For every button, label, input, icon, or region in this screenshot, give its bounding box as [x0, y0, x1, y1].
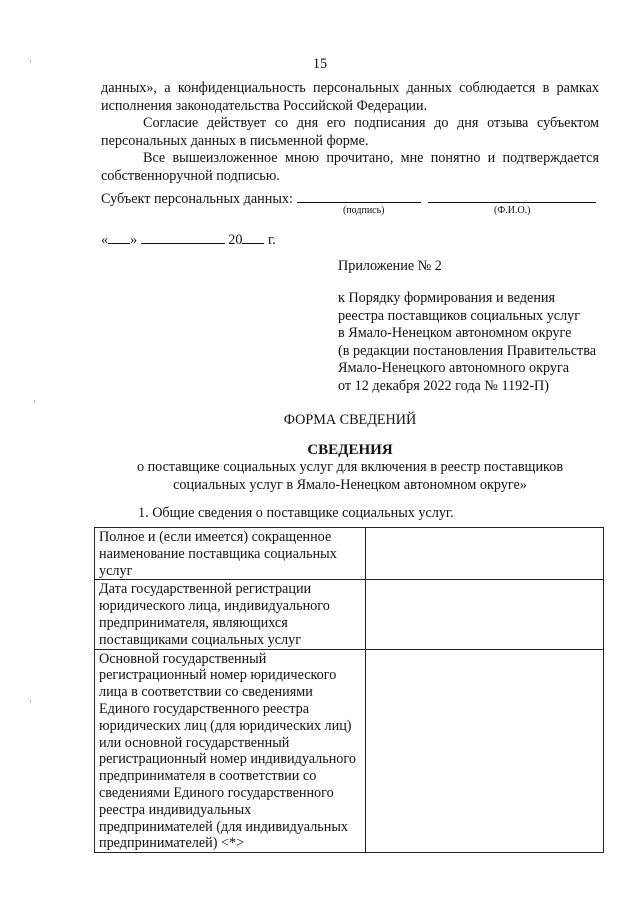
signature-label: Субъект персональных данных: — [101, 191, 293, 207]
appendix-line: Ямало-Ненецкого автономного округа — [338, 360, 570, 377]
consent-text — [101, 80, 599, 186]
appendix-reference — [338, 290, 618, 396]
year-suffix: г. — [268, 232, 276, 248]
form-subtitle-line-2: социальных услуг в Ямало-Ненецком автономном округе» — [173, 476, 527, 493]
appendix-line: от 12 декабря 2022 года № 1192-П) — [338, 377, 550, 394]
date-close-quote: » — [130, 232, 138, 248]
name-blank — [428, 190, 596, 203]
page-number: 15 — [312, 56, 328, 72]
row-value[interactable] — [366, 649, 604, 853]
consent-paragraph-3: Все вышеизложенное мною прочитано, мне понятно и подтверждается собственноручной подписью. — [101, 150, 599, 184]
year-prefix: 20 — [228, 232, 243, 248]
appendix-line: (в редакции постановления Правительства — [338, 342, 597, 359]
appendix-line: к Порядку формирования и ведения — [338, 290, 556, 306]
date-open-quote: « — [101, 232, 109, 248]
form-subtitle — [101, 459, 599, 494]
scan-speck — [34, 400, 35, 403]
general-info-table — [94, 527, 604, 853]
scan-speck — [30, 60, 31, 63]
row-label: Основной государственный регистрационный номер юридического лица в соответствии со сведениями Единого государственного реестра юридических лиц (для юридических лиц) или основной государственный регистрационный номер индивидуального предпринимателя в соответствии со сведениями Единого государственного реестра индивидуальных предпринимателей (для индивидуальных предпринимателей) <*> — [95, 649, 366, 853]
row-label: Полное и (если имеется) сокращенное наименование поставщика социальных услуг — [95, 528, 366, 580]
name-hint: (Ф.И.О.) — [494, 205, 531, 216]
consent-paragraph-2: Согласие действует со дня его подписания до дня отзыва субъектом персональных данных в письменной форме. — [101, 115, 599, 149]
table-row — [95, 649, 604, 853]
row-value[interactable] — [366, 580, 604, 649]
appendix-line: реестра поставщиков социальных услуг — [338, 307, 581, 324]
form-title: ФОРМА СВЕДЕНИЙ — [283, 412, 417, 428]
scan-speck — [30, 700, 31, 703]
date-line — [101, 231, 276, 250]
signature-blank — [297, 190, 421, 203]
table-row — [95, 580, 604, 649]
section-title: 1. Общие сведения о поставщике социальных услуг. — [138, 505, 454, 521]
signature-hint: (подпись) — [343, 205, 385, 216]
consent-paragraph-1: данных», а конфиденциальность персональных данных соблюдается в рамках исполнения законодательства Российской Федерации. — [101, 80, 599, 114]
row-value[interactable] — [366, 528, 604, 580]
appendix-line: в Ямало-Ненецком автономном округе — [338, 325, 572, 342]
form-heading: СВЕДЕНИЯ — [307, 442, 393, 458]
year-blank — [242, 231, 264, 244]
appendix-title: Приложение № 2 — [338, 258, 442, 274]
row-label: Дата государственной регистрации юридического лица, индивидуального предпринимателя, являющихся поставщиками социальных услуг — [95, 580, 366, 649]
month-blank — [141, 231, 225, 244]
table-row — [95, 528, 604, 580]
form-subtitle-line-1: о поставщике социальных услуг для включения в реестр поставщиков — [136, 459, 564, 475]
day-blank — [108, 231, 130, 244]
